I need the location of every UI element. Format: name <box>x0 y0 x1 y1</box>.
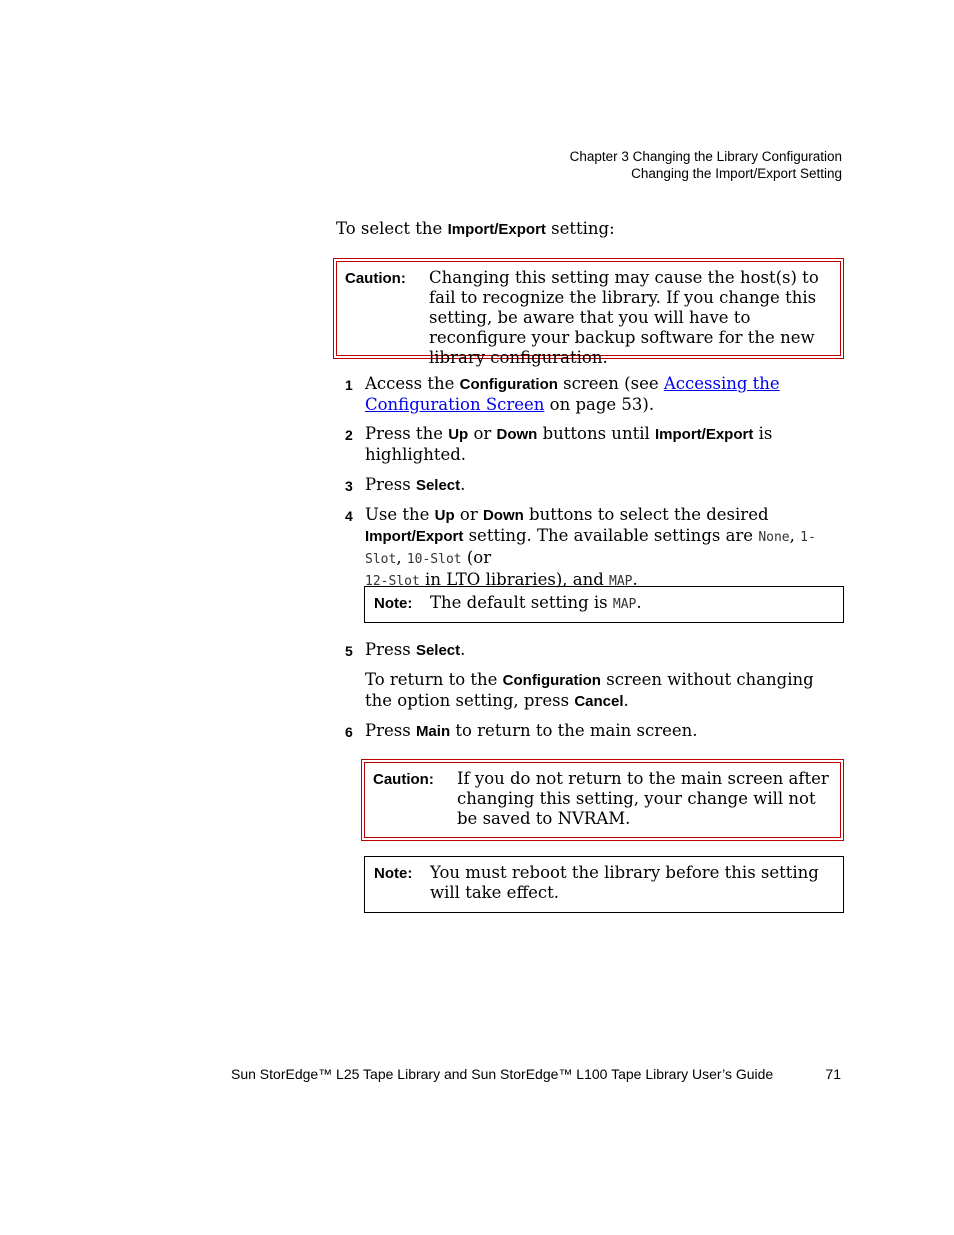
page-number: 71 <box>825 1066 841 1082</box>
note-box-2 <box>364 856 844 913</box>
note-text: The default setting is MAP. <box>430 593 642 612</box>
step-4: 4 Use the Up or Down buttons to select the desired Import/Export setting. The available settings are None, 1-Slot, 10-Slot (or 12-Slot in LTO libraries), and MAP. <box>345 505 816 589</box>
caution-text: Changing this setting may cause the host(s) to fail to recognize the library. If you change this setting, be aware that you will have to reconfigure your backup software for the new library configuration. <box>429 268 819 367</box>
step-5: 5 Press Select. <box>345 640 466 659</box>
configuration-screen-link[interactable]: Accessing the Configuration Screen <box>365 374 780 414</box>
step-1: 1 Access the Configuration screen (see Accessing the Configuration Screen on page 53). <box>345 374 780 414</box>
header-section: Changing the Import/Export Setting <box>631 166 842 181</box>
running-header <box>570 148 842 182</box>
step-6: 6 Press Main to return to the main screen. <box>345 721 698 740</box>
intro-paragraph: To select the Import/Export setting: <box>336 219 615 238</box>
running-footer <box>231 1066 841 1082</box>
caution-text: If you do not return to the main screen after changing this setting, your change will not be saved to NVRAM. <box>457 769 829 828</box>
caution-box-1 <box>333 258 844 367</box>
note-label: Note: <box>374 865 413 882</box>
note-text: You must reboot the library before this setting will take effect. <box>430 863 819 902</box>
note-label: Note: <box>374 595 413 612</box>
step-2: 2 Press the Up or Down buttons until Import/Export is highlighted. <box>345 424 773 464</box>
step-5-continuation: To return to the Configuration screen without changing the option setting, press Cancel. <box>365 670 814 710</box>
footer-title: Sun StorEdge™ L25 Tape Library and Sun StorEdge™ L100 Tape Library User’s Guide <box>231 1066 774 1082</box>
caution-label: Caution: <box>345 270 406 287</box>
step-3: 3 Press Select. <box>345 475 466 494</box>
note-box-1 <box>364 586 844 623</box>
caution-label: Caution: <box>373 771 434 788</box>
caution-box-2 <box>361 759 844 841</box>
header-chapter: Chapter 3 Changing the Library Configuration <box>569 149 842 164</box>
